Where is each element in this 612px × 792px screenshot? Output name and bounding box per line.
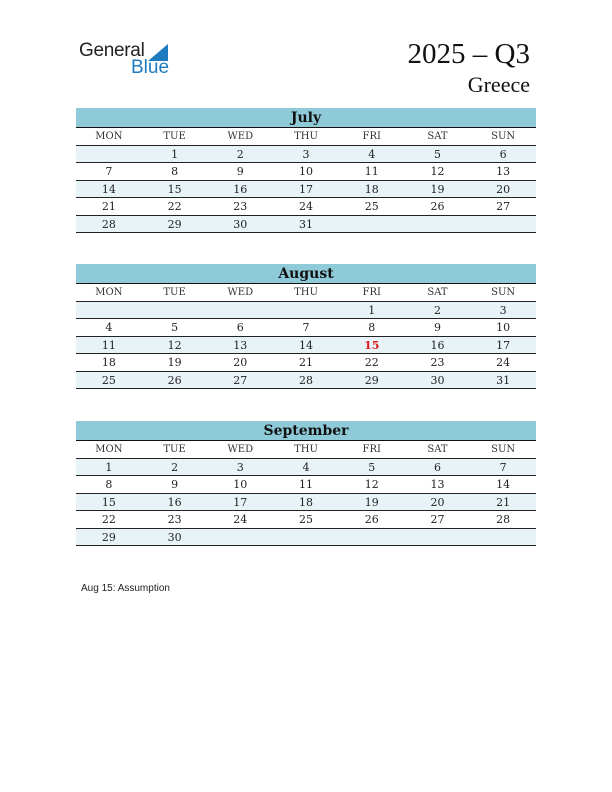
date-cell: 25 <box>299 513 314 526</box>
date-cell: 16 <box>430 338 445 352</box>
date-cell: 6 <box>236 321 244 334</box>
weekday-label: TUE <box>163 131 186 142</box>
date-cell: 10 <box>496 321 511 334</box>
date-cell: 7 <box>105 165 113 178</box>
weekday-label: FRI <box>362 287 381 298</box>
date-cell: 14 <box>299 338 314 352</box>
date-cell <box>76 302 142 319</box>
date-cell: 30 <box>430 373 445 387</box>
date-cell: 4 <box>302 460 310 474</box>
date-cell: 1 <box>368 303 376 317</box>
date-cell: 13 <box>430 478 445 491</box>
date-cell: 13 <box>233 338 248 352</box>
weekday-header-row <box>76 128 536 146</box>
weekday-label: SUN <box>491 287 516 298</box>
date-cell: 11 <box>299 478 314 491</box>
date-cell: 8 <box>171 165 179 178</box>
date-cell: 27 <box>496 200 511 213</box>
date-cell: 11 <box>364 165 379 178</box>
date-cell <box>142 302 208 319</box>
date-cell: 21 <box>496 495 511 509</box>
week-row <box>76 198 536 216</box>
week-row <box>76 511 536 529</box>
weekday-label: THU <box>294 131 318 142</box>
week-row <box>76 337 536 355</box>
date-cell: 7 <box>302 321 310 334</box>
week-row <box>76 372 536 390</box>
page-title: 2025 – Q3 <box>407 38 530 70</box>
date-cell <box>273 302 339 319</box>
date-cell: 18 <box>364 182 379 196</box>
date-cell: 22 <box>167 200 182 213</box>
date-cell: 22 <box>364 356 379 369</box>
date-cell: 17 <box>496 338 511 352</box>
date-cell: 8 <box>105 478 113 491</box>
date-cell: 12 <box>364 478 379 491</box>
date-cell: 29 <box>101 530 116 544</box>
date-cell: 3 <box>236 460 244 474</box>
date-cell: 30 <box>167 530 182 544</box>
date-cell: 16 <box>233 182 248 196</box>
date-cell: 12 <box>167 338 182 352</box>
week-row <box>76 354 536 372</box>
date-cell <box>470 216 536 233</box>
date-cell: 27 <box>430 513 445 526</box>
month-title: July <box>76 108 536 128</box>
date-cell: 14 <box>101 182 116 196</box>
month-august <box>76 264 536 389</box>
date-cell: 15 <box>101 495 116 509</box>
date-cell <box>405 529 471 546</box>
week-row <box>76 216 536 234</box>
date-cell: 30 <box>233 217 248 231</box>
week-row <box>76 146 536 164</box>
date-cell: 25 <box>364 200 379 213</box>
date-cell: 17 <box>233 495 248 509</box>
week-row <box>76 494 536 512</box>
month-july <box>76 108 536 233</box>
date-cell: 22 <box>101 513 116 526</box>
weekday-label: SAT <box>427 287 448 298</box>
general-blue-logo <box>79 40 170 78</box>
date-cell: 18 <box>101 356 116 369</box>
date-cell: 19 <box>364 495 379 509</box>
weekday-label: WED <box>227 131 254 142</box>
date-cell: 24 <box>233 513 248 526</box>
weekday-label: THU <box>294 287 318 298</box>
date-cell: 28 <box>299 373 314 387</box>
holiday-date-cell: 15 <box>364 338 380 352</box>
date-cell: 23 <box>233 200 248 213</box>
weekday-label: WED <box>227 444 254 455</box>
date-cell: 1 <box>171 147 179 161</box>
date-cell: 16 <box>167 495 182 509</box>
weekday-label: MON <box>95 131 123 142</box>
date-cell: 2 <box>433 303 441 317</box>
date-cell: 18 <box>299 495 314 509</box>
weekday-label: FRI <box>362 444 381 455</box>
logo-word-general: General <box>79 40 145 61</box>
date-cell: 26 <box>430 200 445 213</box>
weekday-label: MON <box>95 444 123 455</box>
date-cell: 6 <box>499 147 507 161</box>
month-september <box>76 421 536 546</box>
date-cell: 14 <box>496 478 511 491</box>
date-cell: 5 <box>433 147 441 161</box>
date-cell: 10 <box>299 165 314 178</box>
date-cell: 1 <box>105 460 113 474</box>
date-cell: 4 <box>105 321 113 334</box>
date-cell: 20 <box>496 182 511 196</box>
date-cell: 9 <box>236 165 244 178</box>
weekday-label: FRI <box>362 131 381 142</box>
date-cell: 8 <box>368 321 376 334</box>
date-cell: 4 <box>368 147 376 161</box>
week-row <box>76 319 536 337</box>
weekday-header-row <box>76 441 536 459</box>
date-cell: 3 <box>499 303 507 317</box>
date-cell: 10 <box>233 478 248 491</box>
weekday-label: MON <box>95 287 123 298</box>
weekday-label: SUN <box>491 444 516 455</box>
weekday-label: TUE <box>163 444 186 455</box>
date-cell <box>76 146 142 163</box>
date-cell: 5 <box>368 460 376 474</box>
date-cell: 31 <box>299 217 314 231</box>
weekday-label: SUN <box>491 131 516 142</box>
week-row <box>76 163 536 181</box>
date-cell: 13 <box>496 165 511 178</box>
weekday-label: SAT <box>427 131 448 142</box>
date-cell: 27 <box>233 373 248 387</box>
month-title: August <box>76 264 536 284</box>
weekday-label: SAT <box>427 444 448 455</box>
date-cell: 2 <box>236 147 244 161</box>
date-cell <box>339 529 405 546</box>
logo-word-blue: Blue <box>131 57 170 78</box>
date-cell: 6 <box>433 460 441 474</box>
week-row <box>76 181 536 199</box>
holiday-note: Aug 15: Assumption <box>81 583 170 594</box>
date-cell: 20 <box>233 356 248 369</box>
date-cell: 24 <box>496 356 511 369</box>
month-title: September <box>76 421 536 441</box>
date-cell <box>470 529 536 546</box>
date-cell: 19 <box>167 356 182 369</box>
date-cell <box>339 216 405 233</box>
week-row <box>76 476 536 494</box>
date-cell: 7 <box>499 460 507 474</box>
date-cell <box>405 216 471 233</box>
date-cell: 12 <box>430 165 445 178</box>
date-cell: 23 <box>167 513 182 526</box>
date-cell: 21 <box>299 356 314 369</box>
date-cell <box>207 529 273 546</box>
date-cell: 9 <box>171 478 179 491</box>
date-cell: 28 <box>496 513 511 526</box>
date-cell: 5 <box>171 321 179 334</box>
date-cell: 15 <box>167 182 182 196</box>
date-cell: 9 <box>433 321 441 334</box>
date-cell: 2 <box>171 460 179 474</box>
date-cell: 20 <box>430 495 445 509</box>
date-cell: 26 <box>364 513 379 526</box>
date-cell <box>273 529 339 546</box>
week-row <box>76 529 536 547</box>
date-cell: 29 <box>167 217 182 231</box>
date-cell: 31 <box>496 373 511 387</box>
weekday-label: THU <box>294 444 318 455</box>
date-cell: 29 <box>364 373 379 387</box>
weekday-label: WED <box>227 287 254 298</box>
date-cell: 19 <box>430 182 445 196</box>
date-cell: 26 <box>167 373 182 387</box>
country-name: Greece <box>467 72 530 97</box>
date-cell: 11 <box>101 338 116 352</box>
weekday-label: TUE <box>163 287 186 298</box>
weekday-header-row <box>76 284 536 302</box>
date-cell: 3 <box>302 147 310 161</box>
week-row <box>76 459 536 477</box>
date-cell: 24 <box>299 200 314 213</box>
date-cell: 23 <box>430 356 445 369</box>
date-cell <box>207 302 273 319</box>
date-cell: 28 <box>101 217 116 231</box>
date-cell: 21 <box>101 200 116 213</box>
date-cell: 17 <box>299 182 314 196</box>
week-row <box>76 302 536 320</box>
date-cell: 25 <box>101 373 116 387</box>
